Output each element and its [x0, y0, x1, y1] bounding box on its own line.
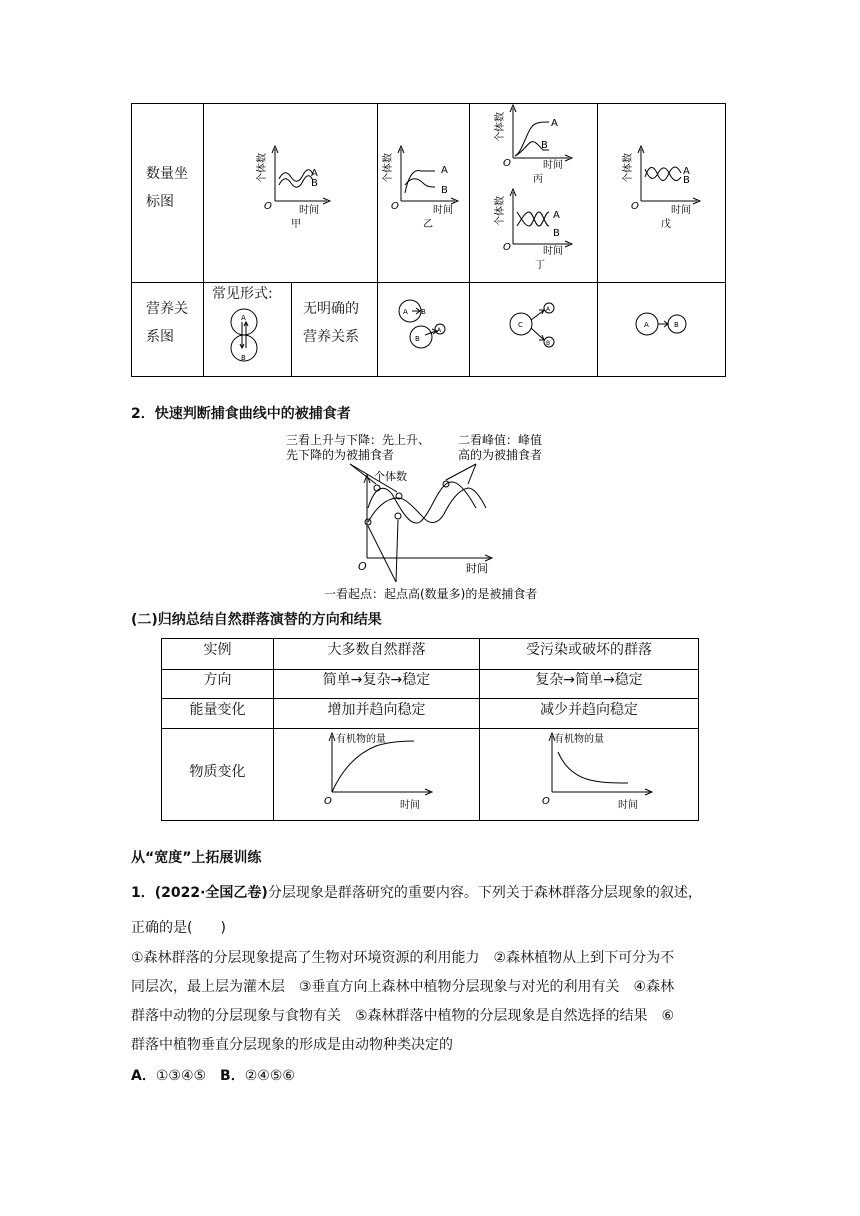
graph-wu: [625, 143, 705, 233]
common-form-label: 常见形式:: [212, 286, 273, 302]
diagram-competition: [395, 295, 455, 355]
chart-organic-increase-origin: O: [324, 796, 332, 807]
predation-ylabel: 个体数: [374, 470, 407, 483]
predation-note1: 一看起点：起点高(数量多)的是被捕食者: [324, 587, 538, 601]
chart-organic-decrease-origin: O: [542, 796, 550, 807]
succession-row-energy-natural: 增加并趋向稳定: [327, 702, 426, 718]
succession-row-direction-damaged: 复杂→简单→稳定: [535, 672, 643, 688]
diagram-parasite-a: A: [241, 314, 246, 322]
succession-header-example: 实例: [203, 642, 232, 658]
diagram-shared-food: [505, 298, 565, 352]
question-1-line-1: [131, 883, 702, 903]
option-b-label: B．: [220, 1068, 245, 1084]
diagram-mutualism-b: B: [674, 321, 679, 329]
predation-note2-line2: 高的为被捕食者: [458, 448, 543, 462]
graph-ding-title: 丁: [535, 260, 545, 271]
graph-jia-a: A: [311, 168, 318, 179]
chart-organic-increase: [318, 730, 438, 816]
graph-yi-ylabel: 个体数: [383, 153, 394, 183]
diagram-parasite: [222, 300, 272, 370]
succession-row-direction-natural: 简单→复杂→稳定: [322, 672, 431, 688]
diagram-shared-food-a: A: [546, 306, 551, 313]
graph-wu-b: B: [683, 175, 690, 186]
diagram-mutualism-a: A: [644, 321, 649, 329]
question-stem-1: 分层现象是群落研究的重要内容。下列关于森林群落分层现象的叙述，: [267, 885, 702, 901]
section-c-heading: 从“宽度”上拓展训练: [131, 850, 262, 866]
row-label-quantity: 数量坐 标图: [146, 166, 188, 210]
option-a-label: A．: [131, 1068, 156, 1084]
graph-wu-ylabel: 个体数: [623, 153, 634, 183]
graph-yi: [385, 143, 465, 233]
row-label-nutrition: 营养关 系图: [146, 301, 188, 345]
statement-line-1: ①森林群落的分层现象提高了生物对环境资源的利用能力 ②森林植物从上到下可分为不: [131, 950, 675, 966]
section-b-heading: (二)归纳总结自然群落演替的方向和结果: [131, 612, 382, 628]
succession-row-material-label: 物质变化: [189, 764, 246, 780]
diagram-mutualism: [632, 308, 692, 340]
predation-origin: O: [358, 560, 367, 573]
option-a: ①③④⑤: [155, 1068, 207, 1084]
succession-header-natural: 大多数自然群落: [327, 642, 426, 658]
graph-bing-b: B: [541, 140, 548, 151]
predation-note3-line2: 先下降的为被捕食者: [286, 448, 395, 462]
succession-row-energy-label: 能量变化: [189, 702, 246, 718]
no-clear-relation-label: 无明确的 营养关系: [303, 301, 359, 345]
graph-ding-xlabel: 时间: [543, 246, 563, 257]
graph-jia-ylabel: 个体数: [257, 153, 268, 183]
question-number: 1．: [131, 885, 155, 901]
graph-wu-a: A: [683, 166, 690, 177]
predation-xlabel: 时间: [466, 562, 488, 575]
graph-bing-origin: O: [503, 158, 511, 169]
graph-bing-ylabel: 个体数: [495, 112, 506, 142]
graph-wu-xlabel: 时间: [671, 205, 691, 216]
graph-bing-a: A: [551, 118, 558, 129]
graph-wu-origin: O: [631, 201, 639, 212]
succession-header-damaged: 受污染或破坏的群落: [526, 642, 652, 658]
statement-line-4: 群落中植物垂直分层现象的形成是由动物种类决定的: [131, 1037, 453, 1053]
statement-line-3: 群落中动物的分层现象与食物有关 ⑤森林群落中植物的分层现象是自然选择的结果 ⑥: [131, 1008, 675, 1024]
succession-row-energy-damaged: 减少并趋向稳定: [540, 702, 638, 718]
predation-note2-line1: 二看峰值：峰值: [458, 433, 543, 447]
graph-ding: [497, 188, 577, 270]
diagram-shared-food-c: C: [518, 321, 523, 329]
chart-organic-decrease-ylabel: 有机物的量: [554, 734, 604, 745]
graph-bing: [497, 104, 577, 186]
chart-organic-increase-xlabel: 时间: [400, 800, 420, 811]
predation-chart: [280, 428, 600, 606]
chart-organic-increase-ylabel: 有机物的量: [336, 734, 386, 745]
graph-bing-xlabel: 时间: [543, 160, 563, 171]
graph-jia-xlabel: 时间: [299, 205, 319, 216]
succession-row-direction-label: 方向: [203, 672, 232, 688]
chart-organic-decrease: [538, 730, 658, 816]
diagram-competition-a2: A: [437, 327, 442, 334]
graph-bing-title: 丙: [533, 174, 543, 185]
option-b: ②④⑤⑥: [244, 1068, 295, 1084]
graph-ding-origin: O: [503, 242, 511, 253]
question-stem-2: 正确的是( ): [131, 920, 226, 936]
graph-yi-b: B: [441, 185, 448, 196]
graph-jia: [255, 143, 335, 233]
predation-note3-line1: 三看上升与下降：先上升、: [286, 433, 431, 447]
graph-yi-origin: O: [391, 201, 399, 212]
diagram-competition-b2: B: [415, 335, 420, 343]
graph-ding-a: A: [553, 210, 560, 221]
diagram-shared-food-b: B: [546, 340, 551, 347]
question-source: (2022·全国乙卷): [154, 885, 268, 901]
graph-jia-title: 甲: [291, 219, 301, 230]
graph-yi-title: 乙: [423, 219, 433, 230]
graph-yi-a: A: [441, 165, 448, 176]
graph-ding-ylabel: 个体数: [495, 196, 506, 226]
statement-line-2: 同层次，最上层为灌木层 ③垂直方向上森林中植物分层现象与对光的利用有关 ④森林: [131, 979, 675, 995]
diagram-competition-b1: B: [421, 308, 426, 316]
graph-yi-xlabel: 时间: [433, 205, 453, 216]
graph-jia-origin: O: [264, 201, 272, 212]
graph-wu-title: 戊: [661, 219, 671, 230]
chart-organic-decrease-xlabel: 时间: [618, 800, 638, 811]
graph-jia-b: B: [311, 178, 318, 189]
graph-ding-b: B: [553, 228, 560, 239]
options-row: [131, 1066, 295, 1086]
diagram-parasite-b: B: [241, 354, 246, 362]
diagram-competition-a1: A: [403, 308, 408, 316]
section2-heading: 2．快速判断捕食曲线中的被捕食者: [131, 406, 351, 422]
